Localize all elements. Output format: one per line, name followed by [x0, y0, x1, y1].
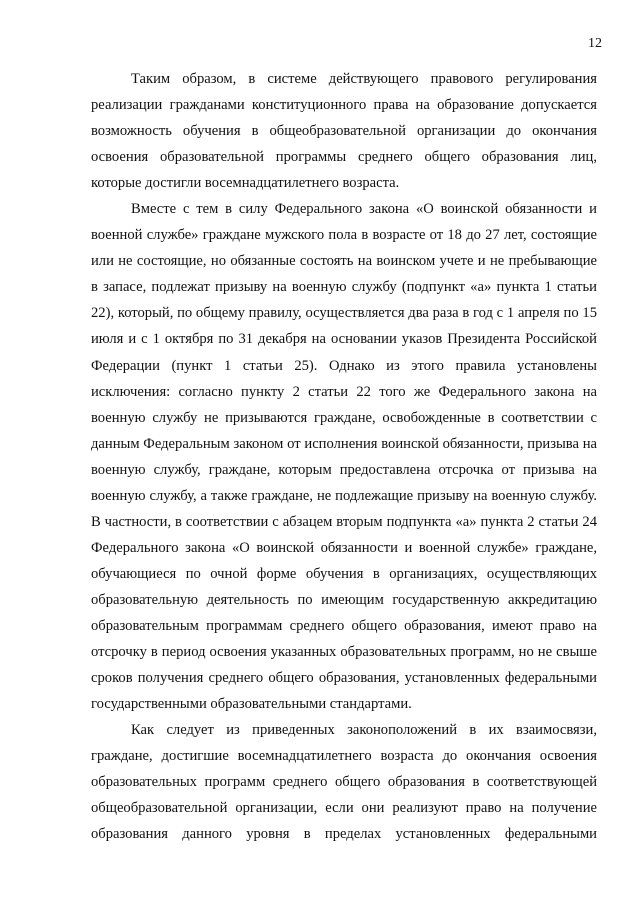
paragraph-1: Таким образом, в системе действующего правового регулирования реализации гражданами конституционного права на образование допускается возможность обучения в общеобразовательной организации до окончания освоения образовательной программы среднего общего образования лиц, которые достигли восемнадцатилетнего возраста. [91, 71, 597, 192]
document-body [91, 66, 597, 847]
paragraph-2: Вместе с тем в силу Федерального закона «О воинской обязанности и военной службе» граждане мужского пола в возрасте от 18 до 27 лет, состоящие или не состоящие, но обязанные состоять на воинском учете и не пребывающие в запасе, подлежат призыву на военную службу (подпункт «а» пункта 1 статьи 22), который, по общему правилу, осуществляется два раза в год с 1 апреля по 15 июля и с 1 октября по 31 декабря на основании указов Президента Российской Федерации (пункт 1 статьи 25). Однако из этого правила установлены исключения: согласно пункту 2 статьи 22 того же Федерального закона на военную службу не призываются граждане, освобожденные в соответствии с данным Федеральным законом от исполнения воинской обязанности, призыва на военную службу, граждане, которым предоставлена отсрочка от призыва на военную службу, а также граждане, не подлежащие призыву на военную службу. В частности, в соответствии с абзацем вторым подпункта «а» пункта 2 статьи 24 Федерального закона «О воинской обязанности и военной службе» граждане, обучающиеся по очной форме обучения в организациях, осуществляющих образовательную деятельность по имеющим государственную аккредитацию образовательным программам среднего общего образования, имеют право на отсрочку в период освоения указанных образовательных программ, но не свыше сроков получения среднего общего образования, установленных федеральными государственными образовательными стандартами. [91, 201, 597, 713]
paragraph-3: Как следует из приведенных законоположений в их взаимосвязи, граждане, достигшие восемнадцатилетнего возраста до окончания освоения образовательных программ среднего общего образования в соответствующей общеобразовательной организации, если они реализуют право на получение образования данного уровня в пределах установленных федеральными [91, 722, 597, 843]
page-number: 12 [588, 36, 602, 51]
